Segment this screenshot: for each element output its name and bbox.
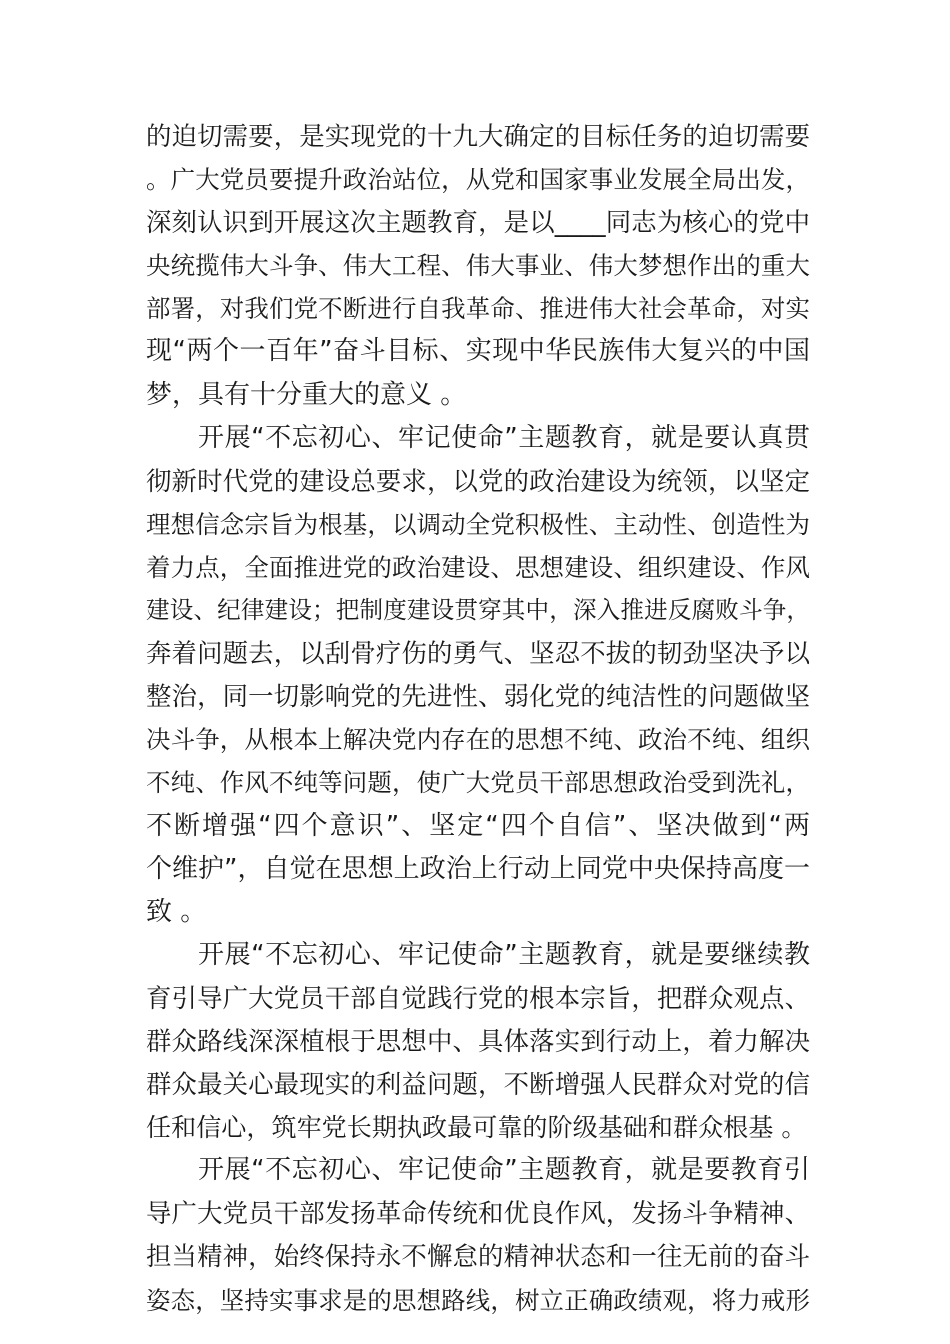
text-line: 任和信心，筑牢党长期执政最可靠的阶级基础和群众根基 。 [146,1113,807,1143]
text-line: 深刻认识到开展这次主题教育，是以____同志为核心的党中 [146,207,810,238]
text-line: 开展“不忘初心、牢记使命”主题教育，就是要继续教 [198,939,810,970]
text-line: 部署，对我们党不断进行自我革命、推进伟大社会革命，对实 [146,294,810,324]
paragraph [146,934,810,1149]
text-line: 开展“不忘初心、牢记使命”主题教育，就是要教育引 [198,1155,810,1186]
text-line: 群众路线深深植根于思想中、具体落实到行动上，着力解决 [146,1025,810,1056]
text-line: 群众最关心最现实的利益问题，不断增强人民群众对党的信 [146,1069,810,1100]
text-line: 不断增强“四个意识”、坚定“四个自信”、坚决做到“两 [146,810,810,841]
text-line: 开展“不忘初心、牢记使命”主题教育，就是要认真贯 [198,422,810,453]
text-line: 不纯、作风不纯等问题，使广大党员干部思想政治受到洗礼， [146,768,810,798]
text-line: 彻新时代党的建设总要求，以党的政治建设为统领，以坚定 [146,465,810,496]
text-line: 。广大党员要提升政治站位，从党和国家事业发展全局出发， [146,165,810,195]
text-line: 着力点，全面推进党的政治建设、思想建设、组织建设、作风 [146,552,810,582]
paragraph [146,417,810,934]
text-line: 整治，同一切影响党的先进性、弱化党的纯洁性的问题做坚 [146,681,810,712]
text-line: 央统揽伟大斗争、伟大工程、伟大事业、伟大梦想作出的重大 [146,251,810,281]
text-line: 决斗争，从根本上解决党内存在的思想不纯、政治不纯、组织 [146,725,810,755]
text-line: 的迫切需要，是实现党的十九大确定的目标任务的迫切需要 [146,121,810,151]
text-line: 姿态，坚持实事求是的思想路线，树立正确政绩观，将力戒形 [146,1285,810,1315]
text-line: 理想信念宗旨为根基，以调动全党积极性、主动性、创造性为 [146,509,810,539]
text-line: 建设、纪律建设；把制度建设贯穿其中，深入推进反腐败斗争， [146,596,810,625]
paragraph [146,115,810,417]
text-line: 育引导广大党员干部自觉践行党的根本宗旨，把群众观点、 [146,982,810,1013]
paragraph [146,1149,810,1321]
text-line: 导广大党员干部发扬革命传统和优良作风，发扬斗争精神、 [146,1198,810,1229]
document-body [146,115,810,1322]
text-line: 个维护”，自觉在思想上政治上行动上同党中央保持高度一 [146,853,810,884]
text-line: 担当精神，始终保持永不懈怠的精神状态和一往无前的奋斗 [146,1241,810,1272]
text-line: 梦，具有十分重大的意义 。 [146,379,467,410]
text-line: 致 。 [146,896,207,927]
text-line: 现“两个一百年”奋斗目标、实现中华民族伟大复兴的中国 [146,336,810,367]
text-line: 奔着问题去，以刮骨疗伤的勇气、坚忍不拔的韧劲坚决予以 [146,638,810,669]
